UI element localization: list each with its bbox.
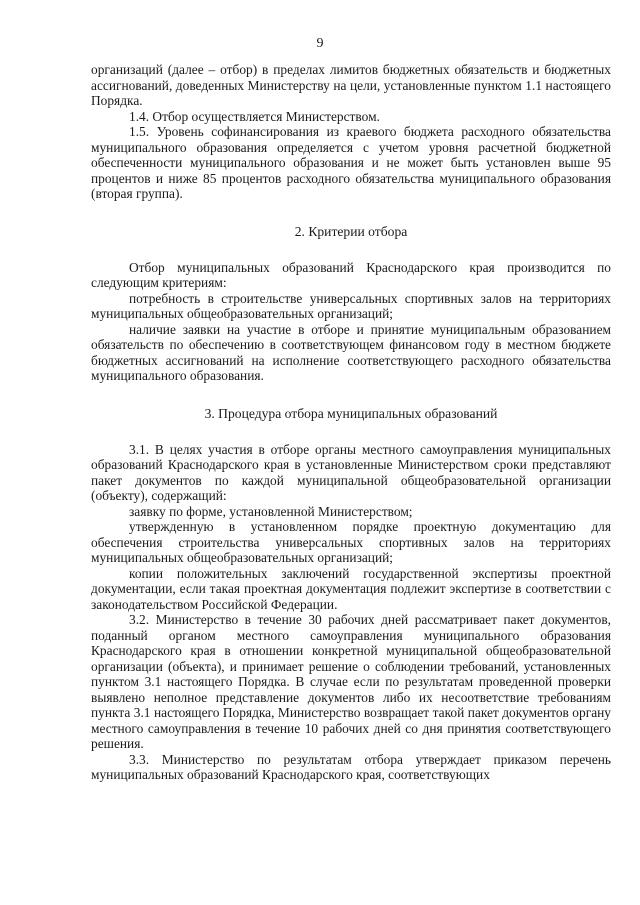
page-number: 9 — [316, 36, 324, 51]
paragraph-3-3: 3.3. Министерство по результатам отбора утверждает приказом перечень муниципальных образований Краснодарского края, соответствующих — [91, 751, 611, 782]
list-item-application-form: заявку по форме, установленной Министерством; — [129, 503, 413, 519]
criterion-need: потребность в строительстве универсальных спортивных залов на территориях муниципальных общеобразовательных организаций; — [91, 290, 611, 321]
paragraph-continued: организаций (далее – отбор) в пределах лимитов бюджетных обязательств и бюджетных ассигнований, доведенных Министерству на цели, установленные пунктом 1.1 настоящего Порядка. — [91, 62, 611, 108]
paragraph-3-1: 3.1. В целях участия в отборе органы местного самоуправления муниципальных образований Краснодарского края в установленные Министерством сроки представляют пакет документов по каждой муниципальной общеобразовательной организации (объекту), содержащий: — [91, 441, 611, 503]
paragraph-1-5: 1.5. Уровень софинансирования из краевого бюджета расходного обязательства муниципального образования определяется с учетом уровня расчетной бюджетной обеспеченности муниципального образования и не может быть установлен выше 95 процентов и ниже 85 процентов расходного обязательства муниципального образования (вторая группа). — [91, 124, 611, 201]
section-2-intro: Отбор муниципальных образований Краснодарского края производится по следующим критериям: — [91, 259, 611, 290]
list-item-project-documentation: утвержденную в установленном порядке проектную документацию для обеспечения строительства универсальных спортивных залов на территориях муниципальных общеобразовательных организаций; — [91, 519, 611, 565]
section-2-heading: 2. Критерии отбора — [294, 223, 408, 239]
paragraph-1-4: 1.4. Отбор осуществляется Министерством. — [129, 108, 380, 124]
section-3-heading: 3. Процедура отбора муниципальных образований — [204, 405, 498, 421]
document-body — [91, 62, 611, 783]
list-item-expertise-copies: копии положительных заключений государственной экспертизы проектной документации, если такая проектная документация подлежит экспертизе в соответствии с законодательством Российской Федерации. — [91, 565, 611, 612]
criterion-application: наличие заявки на участие в отборе и принятие муниципальным образованием обязательств по обеспечению в соответствующем финансовом году в местном бюджете бюджетных ассигнований на исполнение соответствующего расходного обязательства муниципального образования. — [91, 321, 611, 383]
paragraph-3-2: 3.2. Министерство в течение 30 рабочих дней рассматривает пакет документов, поданный органом местного самоуправления муниципального образования Краснодарского края в отношении конкретной муниципальной общеобразовательной организации (объекта), и принимает решение о соблюдении требований, установленных пунктом 3.1 настоящего Порядка. В случае если по результатам проведенной проверки выявлено неполное представление документов либо их несоответствие требованиям пункта 3.1 настоящего Порядка, Министерство возвращает такой пакет документов органу местного самоуправления в течение 10 рабочих дней со дня принятия соответствующего решения. — [91, 612, 611, 751]
